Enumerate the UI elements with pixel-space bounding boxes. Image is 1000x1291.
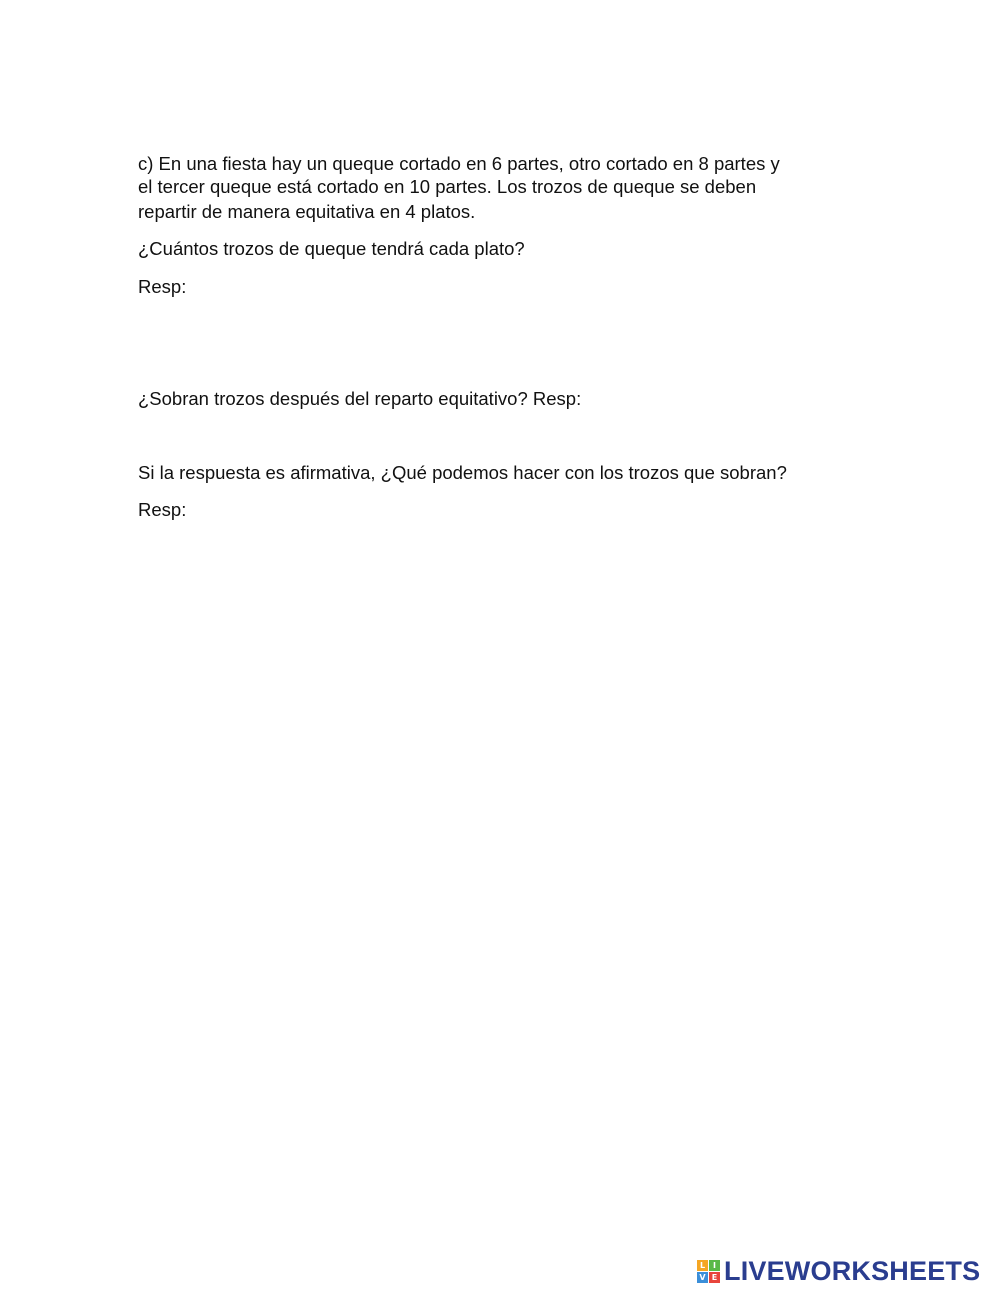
question-what-to-do: Si la respuesta es afirmativa, ¿Qué podemos hacer con los trozos que sobran? (138, 462, 787, 483)
logo-letter-v: V (697, 1272, 708, 1283)
problem-line-3: repartir de manera equitativa en 4 platos. (138, 201, 476, 222)
logo-letter-e: E (709, 1272, 720, 1283)
logo-letter-i: I (709, 1260, 720, 1271)
problem-line-1: c) En una fiesta hay un queque cortado en 6 partes, otro cortado en 8 partes y (138, 153, 780, 174)
problem-line-2: el tercer queque está cortado en 10 partes. Los trozos de queque se deben (138, 176, 757, 197)
answer-field-2[interactable] (618, 387, 948, 411)
liveworksheets-logo-icon (697, 1260, 720, 1283)
answer-field-1[interactable] (190, 275, 790, 299)
question-pieces-per-plate: ¿Cuántos trozos de queque tendrá cada plato? (138, 238, 525, 259)
logo-letter-l: L (697, 1260, 708, 1271)
question-leftover-pieces: ¿Sobran trozos después del reparto equitativo? Resp: (138, 388, 582, 409)
brand-text: LIVEWORKSHEETS (724, 1256, 981, 1286)
answer-field-3[interactable] (190, 498, 790, 522)
answer-label-3: Resp: (138, 499, 187, 520)
liveworksheets-brand (697, 1257, 980, 1285)
answer-label-1: Resp: (138, 276, 187, 297)
